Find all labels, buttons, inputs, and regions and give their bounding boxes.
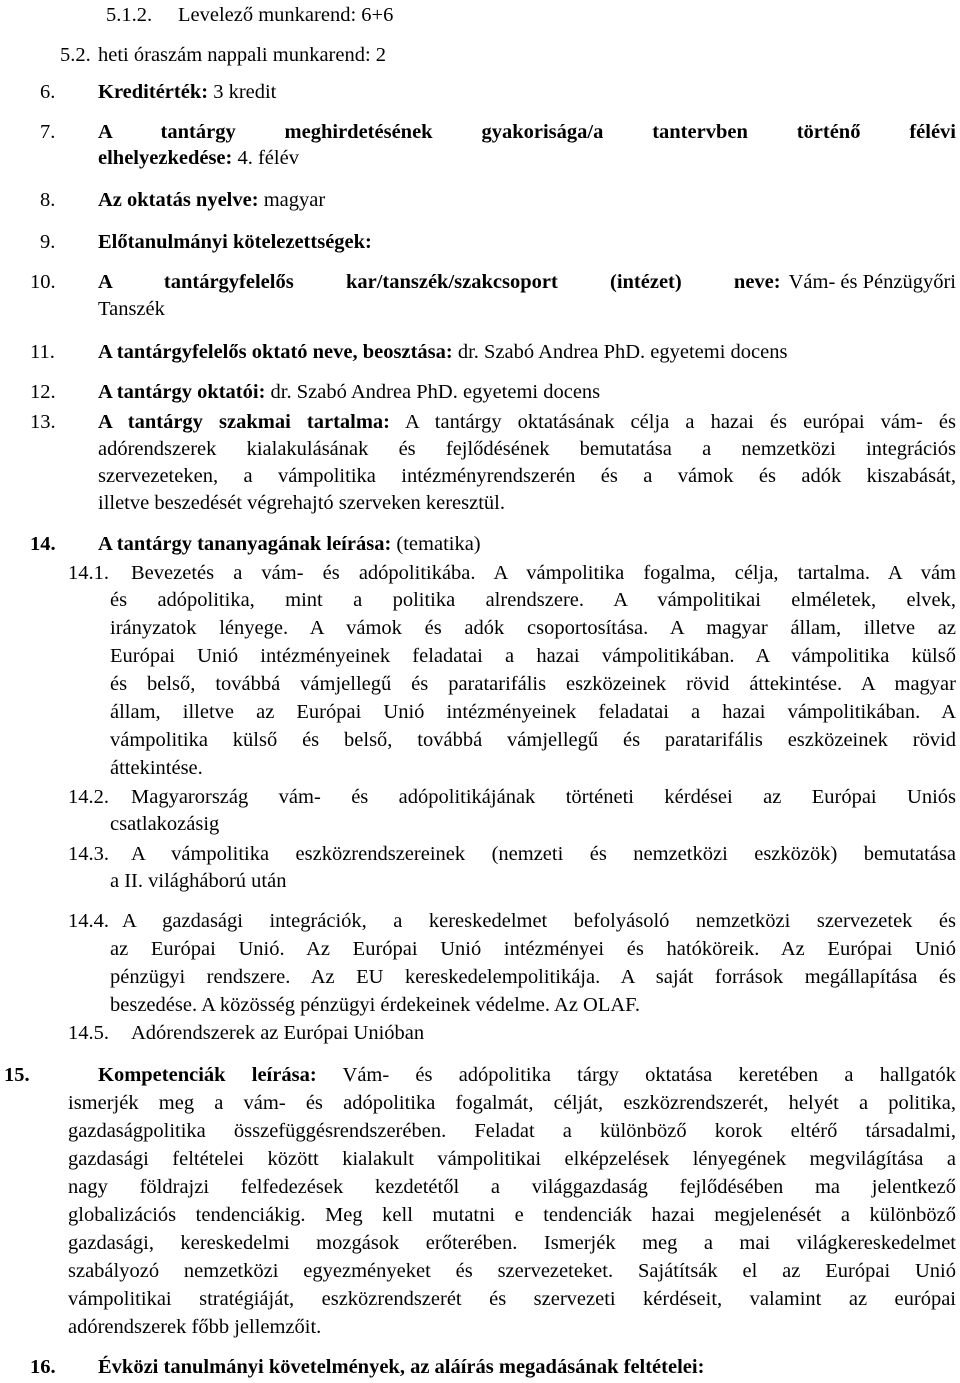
item-value: magyar xyxy=(263,189,326,211)
paragraph-line: adórendszerek kialakulásának és fejlődésének bemutatása a nemzetközi integrációs xyxy=(98,438,956,460)
item-text-bold: Évközi tanulmányi követelmények, az aláírás megadásának feltételei: xyxy=(98,1356,705,1378)
item-label: A tantárgyfelelős kar/tanszék/szakcsoport (intézet) neve: xyxy=(98,271,781,293)
item-label: Kreditérték: xyxy=(98,81,209,103)
item-number: 9. xyxy=(40,231,56,253)
paragraph-line: szervezeteken, a vámpolitika intézményrendszerén és a vámok és adók kiszabását, xyxy=(98,465,956,487)
paragraph-line: illetve beszedését végrehajtó szerveken keresztül. xyxy=(98,492,505,514)
paragraph-line: gazdasági, kereskedelmi mozgások erőterében. Ismerjék meg a mai világkereskedelmet xyxy=(68,1232,956,1254)
item-value: dr. Szabó Andrea PhD. egyetemi docens xyxy=(457,341,788,363)
item-text: Levelező munkarend: 6+6 xyxy=(178,4,394,26)
paragraph-line: és adópolitika, mint a politika alrendszere. A vámpolitikai elméletek, elvek, xyxy=(110,589,956,611)
paragraph-line: Magyarország vám- és adópolitikájának történeti kérdései az Európai Uniós xyxy=(131,786,956,808)
paragraph-line: irányzatok lényege. A vámok és adók csoportosítása. A magyar állam, illetve az xyxy=(110,617,956,639)
item-value: (tematika) xyxy=(396,533,481,555)
item-value: A tantárgy oktatásának célja a hazai és európai vám- és xyxy=(405,411,956,433)
paragraph-line: adórendszerek főbb jellemzőit. xyxy=(68,1316,322,1338)
item-number: 6. xyxy=(40,81,56,103)
item-text-bold: A tantárgy meghirdetésének gyakorisága/a tantervben történő félévi xyxy=(98,121,956,143)
item-number: 12. xyxy=(30,381,56,403)
item-number: 5.1.2. xyxy=(106,4,153,26)
paragraph-line: vámpolitika külső és belső, továbbá vámjellegű és paratarifális eszközeinek rövid xyxy=(110,729,956,751)
item-text xyxy=(98,410,956,434)
item-number: 8. xyxy=(40,189,56,211)
item-text xyxy=(98,340,787,364)
item-number: 13. xyxy=(30,411,56,433)
item-number: 15. xyxy=(4,1064,30,1086)
item-value: dr. Szabó Andrea PhD. egyetemi docens xyxy=(270,381,601,403)
subitem-number: 14.3. xyxy=(68,843,109,865)
paragraph-line: vámpolitikai stratégiáját, eszközrendszerét és szervezeti kérdéseit, valamint az európai xyxy=(68,1288,956,1310)
subitem-number: 14.1. xyxy=(68,562,109,584)
item-number: 5.2. xyxy=(60,44,91,66)
paragraph-line: a II. világháború után xyxy=(110,870,287,892)
item-number: 14. xyxy=(30,533,56,555)
item-label: A tantárgyfelelős oktató neve, beosztása: xyxy=(98,341,453,363)
item-value: Vám- és Pénzügyőri xyxy=(788,271,956,293)
item-number: 16. xyxy=(30,1356,56,1378)
item-label: Kompetenciák leírása: xyxy=(98,1064,317,1086)
paragraph-line: gazdasági feltételei között kialakult vámpolitikai elképzelések lényegének megvilágítása a xyxy=(68,1148,956,1170)
paragraph-line: beszedése. A közösség pénzügyi érdekeinek védelme. Az OLAF. xyxy=(110,994,641,1016)
item-label: Az oktatás nyelve: xyxy=(98,189,259,211)
item-number: 11. xyxy=(30,341,55,363)
paragraph-line: Bevezetés a vám- és adópolitikába. A vámpolitika fogalma, célja, tartalma. A vám xyxy=(131,562,956,584)
paragraph-line: az Európai Unió. Az Európai Unió intézményei és hatóköreik. Az Európai Unió xyxy=(110,938,956,960)
subitem-number: 14.2. xyxy=(68,786,109,808)
paragraph-line: és belső, továbbá vámjellegű és paratarifális eszközeinek rövid áttekintése. A magyar xyxy=(110,673,956,695)
item-number: 7. xyxy=(40,121,56,143)
item-text xyxy=(98,80,276,104)
paragraph-line: állam, illetve az Európai Unió intézményeinek feladatai a hazai vámpolitikában. A xyxy=(110,701,956,723)
item-text xyxy=(98,270,956,294)
item-text xyxy=(98,532,481,556)
paragraph-line: Adórendszerek az Európai Unióban xyxy=(131,1022,425,1044)
paragraph-line: ismerjék meg a vám- és adópolitika fogalmát, célját, eszközrendszerét, helyét a politika, xyxy=(68,1092,956,1114)
item-text: Tanszék xyxy=(98,298,165,320)
item-text xyxy=(98,380,600,404)
subitem-number: 14.4. xyxy=(68,910,109,932)
item-label: A tantárgy oktatói: xyxy=(98,381,266,403)
paragraph-line: A gazdasági integrációk, a kereskedelmet befolyásoló nemzetközi szervezetek és xyxy=(122,910,956,932)
item-label: A tantárgy tananyagának leírása: xyxy=(98,533,392,555)
item-value: Vám- és adópolitika tárgy oktatása keretében a hallgatók xyxy=(342,1064,956,1086)
item-label: elhelyezkedése: xyxy=(98,147,233,169)
paragraph-line: pénzügyi rendszere. Az EU kereskedelempolitikája. A saját források megállapítása és xyxy=(110,966,956,988)
item-text xyxy=(98,1063,956,1087)
paragraph-line: Európai Unió intézményeinek feladatai a hazai vámpolitikában. A vámpolitika külső xyxy=(110,645,956,667)
item-text-bold: Előtanulmányi kötelezettségek: xyxy=(98,231,372,253)
paragraph-line: áttekintése. xyxy=(110,757,203,779)
item-value: 3 kredit xyxy=(213,81,277,103)
item-text: heti óraszám nappali munkarend: 2 xyxy=(98,44,387,66)
paragraph-line: nagy földrajzi felfedezések kezdetétől a világgazdaság fejlődésében ma jelentkező xyxy=(68,1176,956,1198)
item-text xyxy=(98,188,325,212)
item-label: A tantárgy szakmai tartalma: xyxy=(98,411,391,433)
item-number: 10. xyxy=(30,271,56,293)
paragraph-line: globalizációs tendenciákig. Meg kell mutatni e tendenciák hazai megjelenését a különböző xyxy=(68,1204,956,1226)
paragraph-line: gazdaságpolitika összefüggésrendszerében. Feladat a különböző korok eltérő társadalmi, xyxy=(68,1120,956,1142)
paragraph-line: csatlakozásig xyxy=(110,813,220,835)
paragraph-line: A vámpolitika eszközrendszereinek (nemzeti és nemzetközi eszközök) bemutatása xyxy=(131,843,956,865)
paragraph-line: szabályozó nemzetközi egyezményeket és szervezeteket. Sajátítsák el az Európai Unió xyxy=(68,1260,956,1282)
item-text xyxy=(98,146,299,170)
subitem-number: 14.5. xyxy=(68,1022,109,1044)
item-value: 4. félév xyxy=(237,147,299,169)
